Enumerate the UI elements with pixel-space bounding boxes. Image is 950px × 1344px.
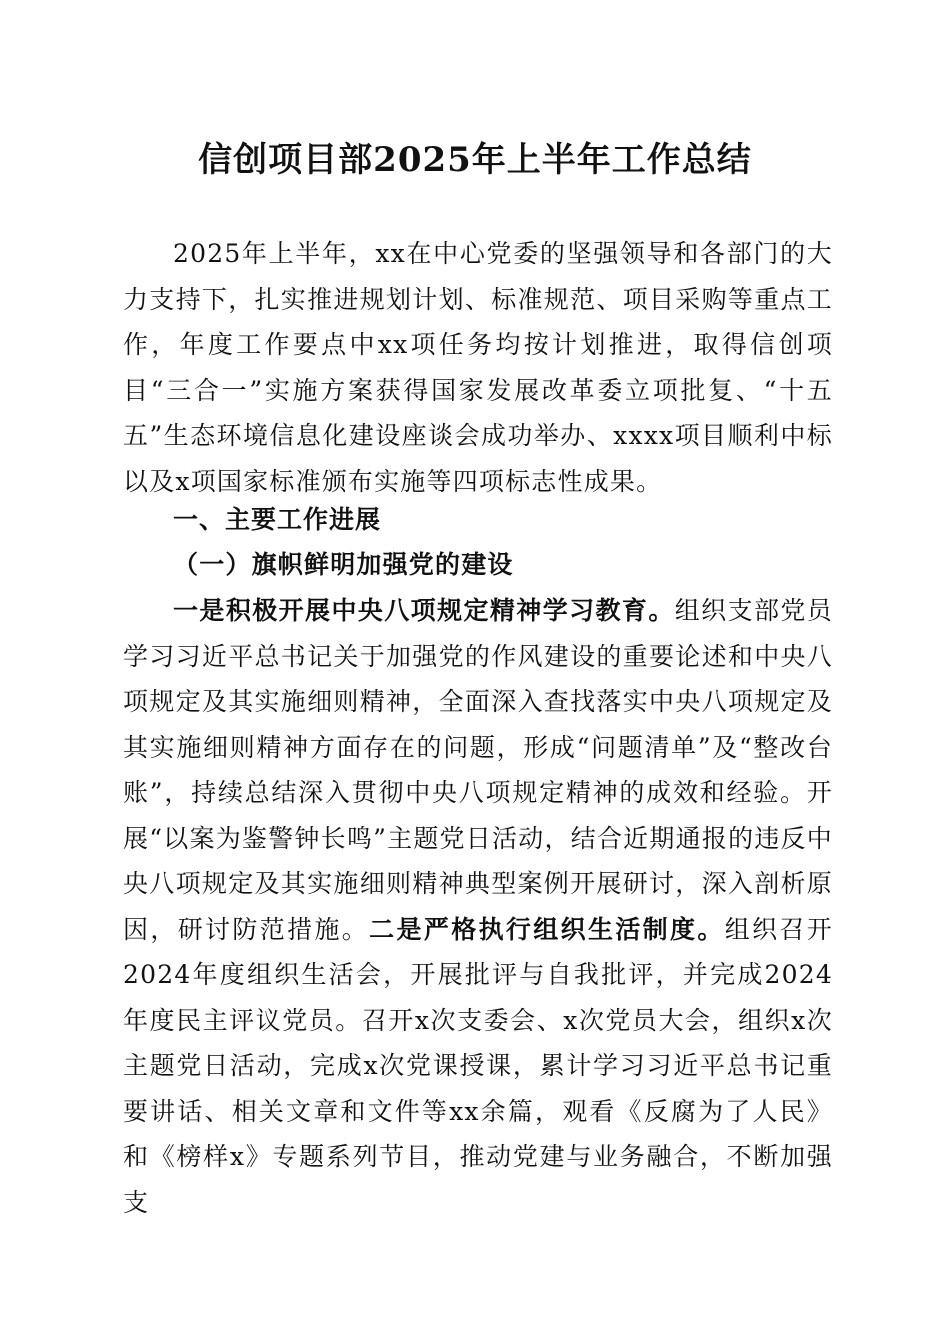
paragraph-text-first: 组织支部党员学习习近平总书记关于加强党的作风建设的重要论述和中央八项规定及其实施细则精神，全面深入查找落实中央八项规定及其实施细则精神方面存在的问题，形成“问题清单”及“整改台账”，持续总结深入贯彻中央八项规定精神的成效和经验。开展“以案为鉴警钟长鸣”主题党日活动，结合近期通报的违反中央八项规定及其实施细则精神典型案例开展研讨，深入剖析原因，研讨防范措施。 bbox=[123, 596, 833, 944]
paragraph-lead-second: 二是严格执行组织生活制度。 bbox=[369, 914, 725, 944]
paragraph-lead-first: 一是积极开展中央八项规定精神学习教育。 bbox=[173, 596, 675, 625]
paragraph-text-second: 组织召开2024年度组织生活会，开展批评与自我批评，并完成2024年度民主评议党员。召开x次支委会、x次党员大会，组织x次主题党日活动，完成x次党课授课，累计学习习近平总书记重要讲话、相关文章和文件等xx余篇，观看《反腐为了人民》和《榜样x》专题系列节目，推动党建与业务融合，不断加强支 bbox=[123, 914, 833, 1217]
section-heading-main-progress: 一、主要工作进展 bbox=[173, 505, 382, 534]
subsection-heading-party-building: （一）旗帜鲜明加强党的建设 bbox=[173, 550, 514, 579]
document-title: 信创项目部2025年上半年工作总结 bbox=[198, 140, 752, 180]
intro-paragraph: 2025年上半年，xx在中心党委的坚强领导和各部门的大力支持下，扎实推进规划计划、标准规范、项目采购等重点工作，年度工作要点中xx项任务均按计划推进，取得信创项目“三合一”实施方案获得国家发展改革委立项批复、“十五五”生态环境信息化建设座谈会成功举办、xxxx项目顺利中标以及x项国家标准颁布实施等四项标志性成果。 bbox=[123, 239, 833, 496]
party-building-paragraph bbox=[123, 588, 833, 1225]
